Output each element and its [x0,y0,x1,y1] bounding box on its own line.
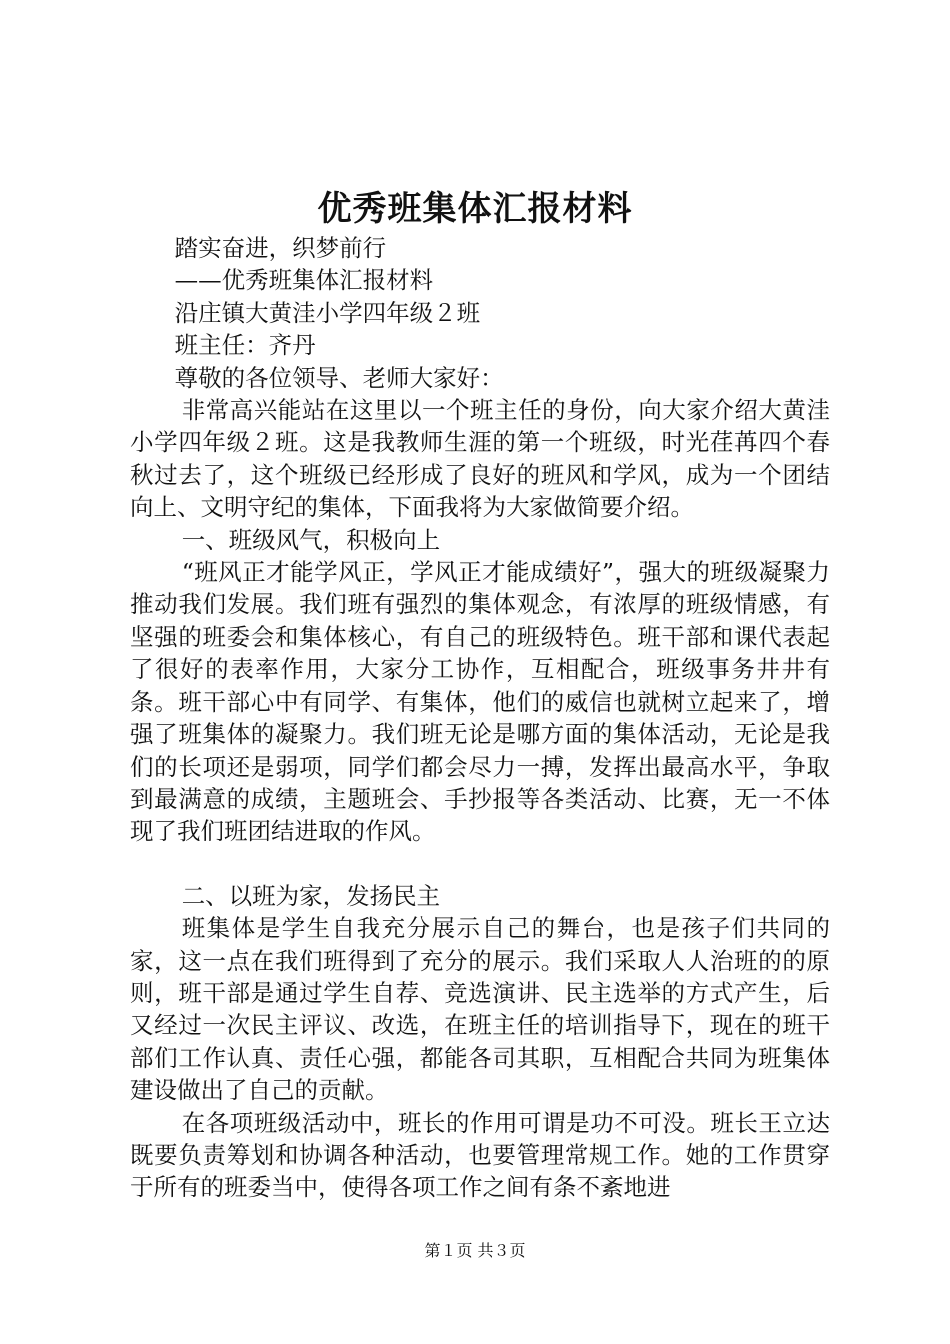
teacher-line: 班主任：齐丹 [174,331,316,360]
greeting-line: 尊敬的各位领导、老师大家好： [174,363,504,392]
section-1-heading: 一、班级风气，积极向上 [181,525,441,554]
section-2-paragraph-1: 班集体是学生自我充分展示自己的舞台，也是孩子们共同的家，这一点在我们班得到了充分的展示。我们采取人人治班的的原则，班干部是通过学生自荐、竞选演讲、民主选举的方式产生，后又经过一次民主评议、改选，在班主任的培训指导下，现在的班干部们工作认真、责任心强，都能各司其职，互相配合共同为班集体建设做出了自己的贡献。 [130,914,830,1105]
page-number-footer: 第１页 共３页 [424,1241,526,1260]
paragraph-spacer [130,848,830,880]
subtitle-line: 踏实奋进，织梦前行 [174,234,387,262]
subtitle-dash-line: ——优秀班集体汇报材料 [174,266,434,295]
school-class-line: 沿庄镇大黄洼小学四年级２班 [174,298,481,327]
document-body [130,232,830,1204]
section-2-paragraph-2: 在各项班级活动中，班长的作用可谓是功不可没。班长王立达既要负责筹划和协调各种活动，也要管理常规工作。她的工作贯穿于所有的班委当中，使得各项工作之间有条不紊地进 [130,1108,830,1202]
intro-paragraph: 非常高兴能站在这里以一个班主任的身份，向大家介绍大黄洼小学四年级２班。这是我教师生涯的第一个班级，时光荏苒四个春秋过去了，这个班级已经形成了良好的班风和学风，成为一个团结向上、文明守纪的集体，下面我将为大家做简要介绍。 [130,396,830,522]
section-1-paragraph: “班风正才能学风正，学风正才能成绩好”，强大的班级凝聚力推动我们发展。我们班有强烈的集体观念，有浓厚的班级情感，有坚强的班委会和集体核心，有自己的班级特色。班干部和课代表起了很好的表率作用，大家分工协作，互相配合，班级事务井井有条。班干部心中有同学、有集体，他们的威信也就树立起来了，增强了班集体的凝聚力。我们班无论是哪方面的集体活动，无论是我们的长项还是弱项，同学们都会尽力一搏，发挥出最高水平，争取到最满意的成绩，主题班会、手抄报等各类活动、比赛，无一不体现了我们班团结进取的作风。 [130,558,830,846]
document-title: 优秀班集体汇报材料 [317,189,633,229]
section-2-heading: 二、以班为家，发扬民主 [181,881,441,910]
